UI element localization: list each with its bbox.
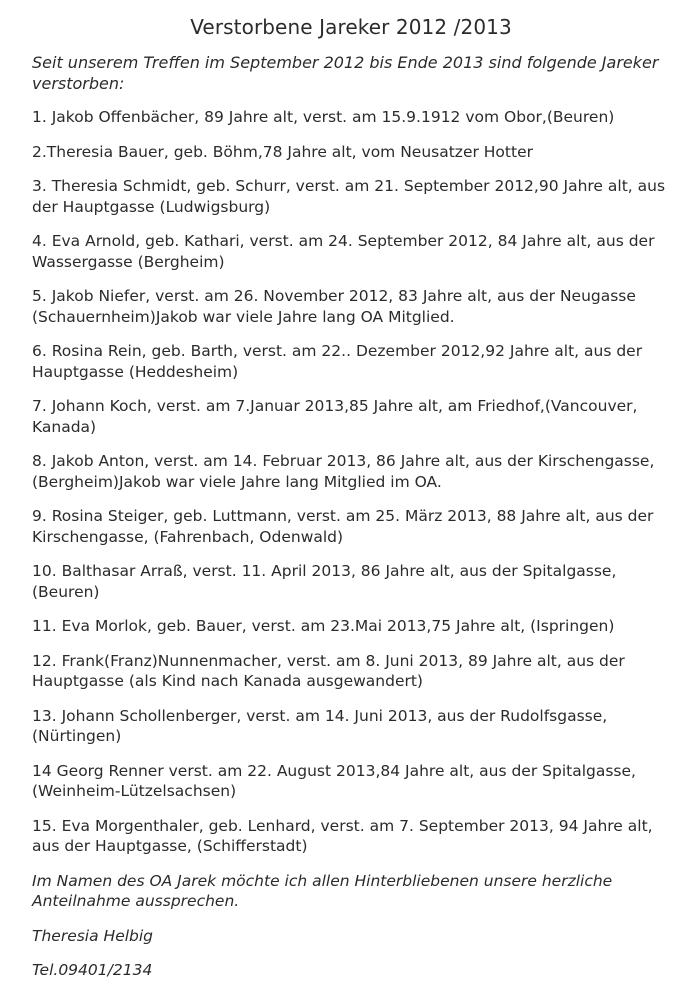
- deceased-list: [32, 107, 670, 857]
- signature: Theresia Helbig: [32, 926, 154, 945]
- list-item-10: 10. Balthasar Arraß, verst. 11. April 2013, 86 Jahre alt, aus der Spitalgasse, (Beuren): [32, 562, 617, 601]
- list-item-2: 2.Theresia Bauer, geb. Böhm,78 Jahre alt, vom Neusatzer Hotter: [32, 142, 533, 161]
- list-item-6: 6. Rosina Rein, geb. Barth, verst. am 22.. Dezember 2012,92 Jahre alt, aus der Hauptgasse (Heddesheim): [32, 342, 643, 381]
- list-item-4: 4. Eva Arnold, geb. Kathari, verst. am 24. September 2012, 84 Jahre alt, aus der Wassergasse (Bergheim): [32, 232, 655, 271]
- list-item-12: 12. Frank(Franz)Nunnenmacher, verst. am 8. Juni 2013, 89 Jahre alt, aus der Hauptgasse (als Kind nach Kanada ausgewandert): [32, 651, 625, 690]
- phone-number: Tel.09401/2134: [32, 961, 153, 979]
- list-item-8: 8. Jakob Anton, verst. am 14. Februar 2013, 86 Jahre alt, aus der Kirschengasse, (Bergheim)Jakob war viele Jahre lang Mitglied im OA.: [32, 452, 655, 491]
- list-item-11: 11. Eva Morlok, geb. Bauer, verst. am 23.Mai 2013,75 Jahre alt, (Ispringen): [32, 617, 615, 635]
- list-item-5: 5. Jakob Niefer, verst. am 26. November 2012, 83 Jahre alt, aus der Neugasse (Schauernheim)Jakob war viele Jahre lang OA Mitglied.: [32, 287, 636, 326]
- intro-paragraph: Seit unserem Treffen im September 2012 bis Ende 2013 sind folgende Jareker verstorben:: [32, 53, 659, 93]
- list-item-3: 3. Theresia Schmidt, geb. Schurr, verst. am 21. September 2012,90 Jahre alt, aus der Hauptgasse (Ludwigsburg): [32, 177, 666, 216]
- list-item-15: 15. Eva Morgenthaler, geb. Lenhard, verst. am 7. September 2013, 94 Jahre alt, aus der Hauptgasse, (Schifferstadt): [32, 816, 653, 855]
- list-item-7: 7. Johann Koch, verst. am 7.Januar 2013,85 Jahre alt, am Friedhof,(Vancouver, Kanada): [32, 397, 638, 436]
- list-item-1: 1. Jakob Offenbächer, 89 Jahre alt, verst. am 15.9.1912 vom Obor,(Beuren): [32, 108, 615, 126]
- closing-paragraph: Im Namen des OA Jarek möchte ich allen Hinterbliebenen unsere herzliche Anteilnahme aussprechen.: [32, 871, 613, 910]
- document-title: Verstorbene Jareker 2012 /2013: [190, 15, 512, 39]
- list-item-13: 13. Johann Schollenberger, verst. am 14. Juni 2013, aus der Rudolfsgasse, (Nürtingen): [32, 706, 608, 745]
- list-item-9: 9. Rosina Steiger, geb. Luttmann, verst. am 25. März 2013, 88 Jahre alt, aus der Kirschengasse, (Fahrenbach, Odenwald): [32, 507, 654, 546]
- list-item-14: 14 Georg Renner verst. am 22. August 2013,84 Jahre alt, aus der Spitalgasse, (Weinheim-Lützelsachsen): [32, 761, 636, 800]
